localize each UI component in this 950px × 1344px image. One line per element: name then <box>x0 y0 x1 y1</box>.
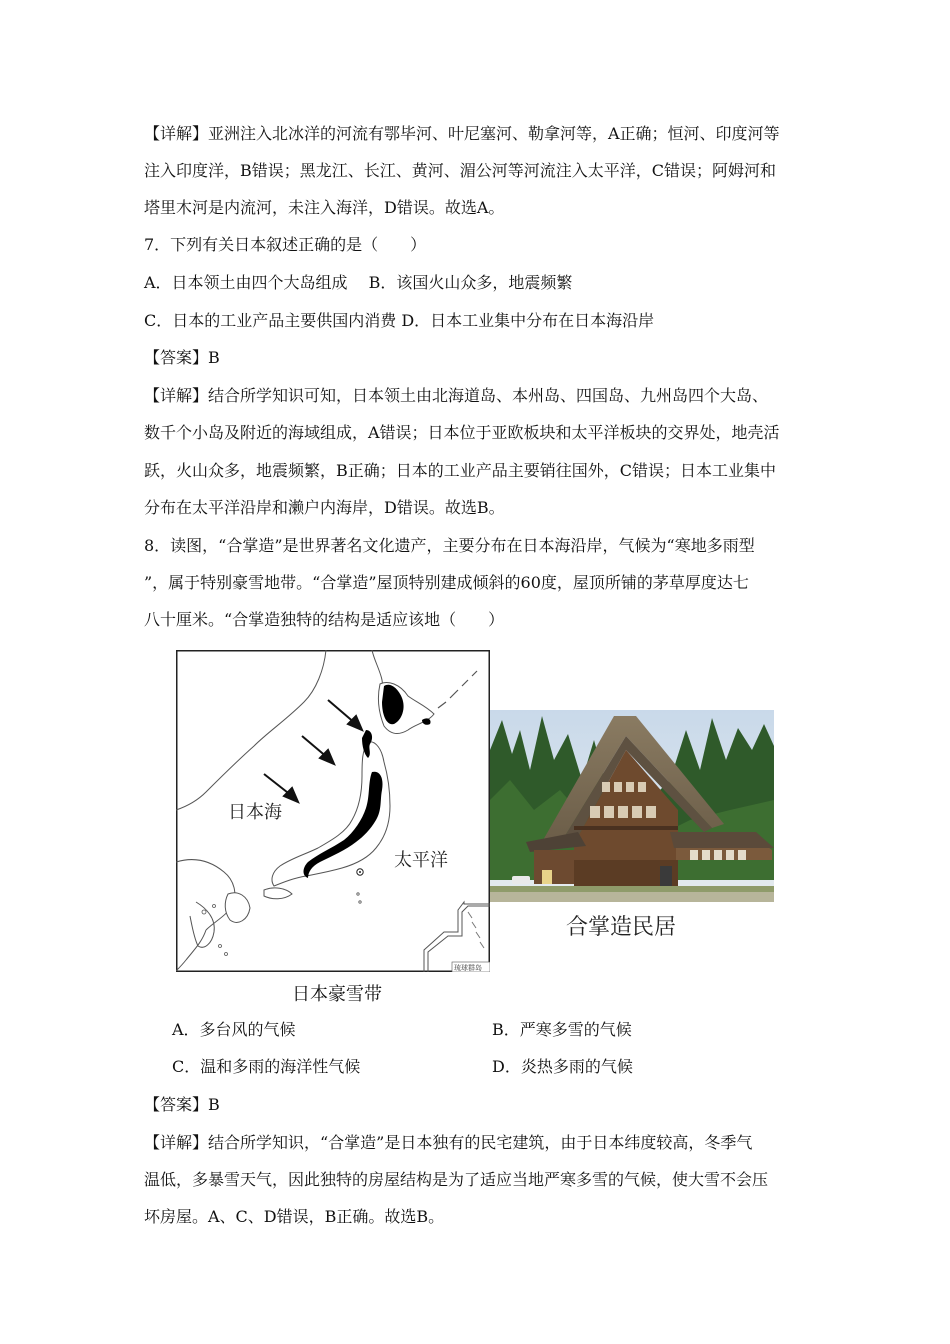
ryukyu-islands-label: 琉球群岛 <box>454 964 482 972</box>
q7-answer: 【答案】B <box>144 348 220 367</box>
q6-detail-line-2: 注入印度洋，B错误；黑龙江、长江、黄河、湄公河等河流注入太平洋，C错误；阿姆河和 <box>144 161 777 180</box>
q8-option-d: D．炎热多雨的气候 <box>492 1057 633 1076</box>
q8-option-b: B．严寒多雪的气候 <box>492 1020 632 1039</box>
q7-detail-line-4: 分布在太平洋沿岸和濑户内海岸，D错误。故选B。 <box>144 498 505 517</box>
q8-detail-line-2: 温低，多暴雪天气，因此独特的房屋结构是为了适应当地严寒多雪的气候，使大雪不会压 <box>144 1170 769 1189</box>
q8-detail-line-1: 【详解】结合所学知识，“合掌造”是日本独有的民宅建筑，由于日本纬度较高，冬季气 <box>144 1133 753 1152</box>
map-caption: 日本豪雪带 <box>292 984 382 1005</box>
gassho-zukuri-house-photo <box>490 710 774 902</box>
q8-detail-line-3: 坏房屋。A、C、D错误，B正确。故选B。 <box>144 1207 445 1226</box>
q7-detail-line-3: 跃，火山众多，地震频繁，B正确；日本的工业产品主要销往国外，C错误；日本工业集中 <box>144 461 777 480</box>
q8-question-line-3: 八十厘米。“合掌造独特的结构是适应该地（ ） <box>144 610 505 629</box>
q7-detail-line-1: 【详解】结合所学知识可知，日本领土由北海道岛、本州岛、四国岛、九州岛四个大岛、 <box>144 386 769 405</box>
sea-of-japan-label: 日本海 <box>228 802 282 823</box>
q8-question-line-1: 8．读图，“合掌造”是世界著名文化遗产，主要分布在日本海沿岸，气候为“寒地多雨型 <box>144 536 755 555</box>
q8-option-a: A．多台风的气候 <box>172 1020 296 1039</box>
q7-options-ab: A．日本领土由四个大岛组成 B．该国火山众多，地震频繁 <box>144 273 573 292</box>
photo-caption: 合掌造民居 <box>566 915 677 940</box>
q6-detail-line-3: 塔里木河是内流河，未注入海洋，D错误。故选A。 <box>144 198 505 217</box>
pacific-ocean-label: 太平洋 <box>394 850 448 871</box>
q6-detail-line-1: 【详解】亚洲注入北冰洋的河流有鄂毕河、叶尼塞河、勒拿河等，A正确；恒河、印度河等 <box>144 124 780 143</box>
japan-snow-belt-map <box>176 650 490 972</box>
q7-options-cd: C．日本的工业产品主要供国内消费 D．日本工业集中分布在日本海沿岸 <box>144 311 655 330</box>
q8-option-c: C．温和多雨的海洋性气候 <box>172 1057 361 1076</box>
q7-detail-line-2: 数千个小岛及附近的海域组成，A错误；日本位于亚欧板块和太平洋板块的交界处，地壳活 <box>144 423 780 442</box>
q8-answer: 【答案】B <box>144 1095 220 1114</box>
q8-question-line-2: ”，属于特别豪雪地带。“合掌造”屋顶特别建成倾斜的60度，屋顶所铺的茅草厚度达七 <box>144 573 749 592</box>
q7-question: 7．下列有关日本叙述正确的是（ ） <box>144 235 427 254</box>
